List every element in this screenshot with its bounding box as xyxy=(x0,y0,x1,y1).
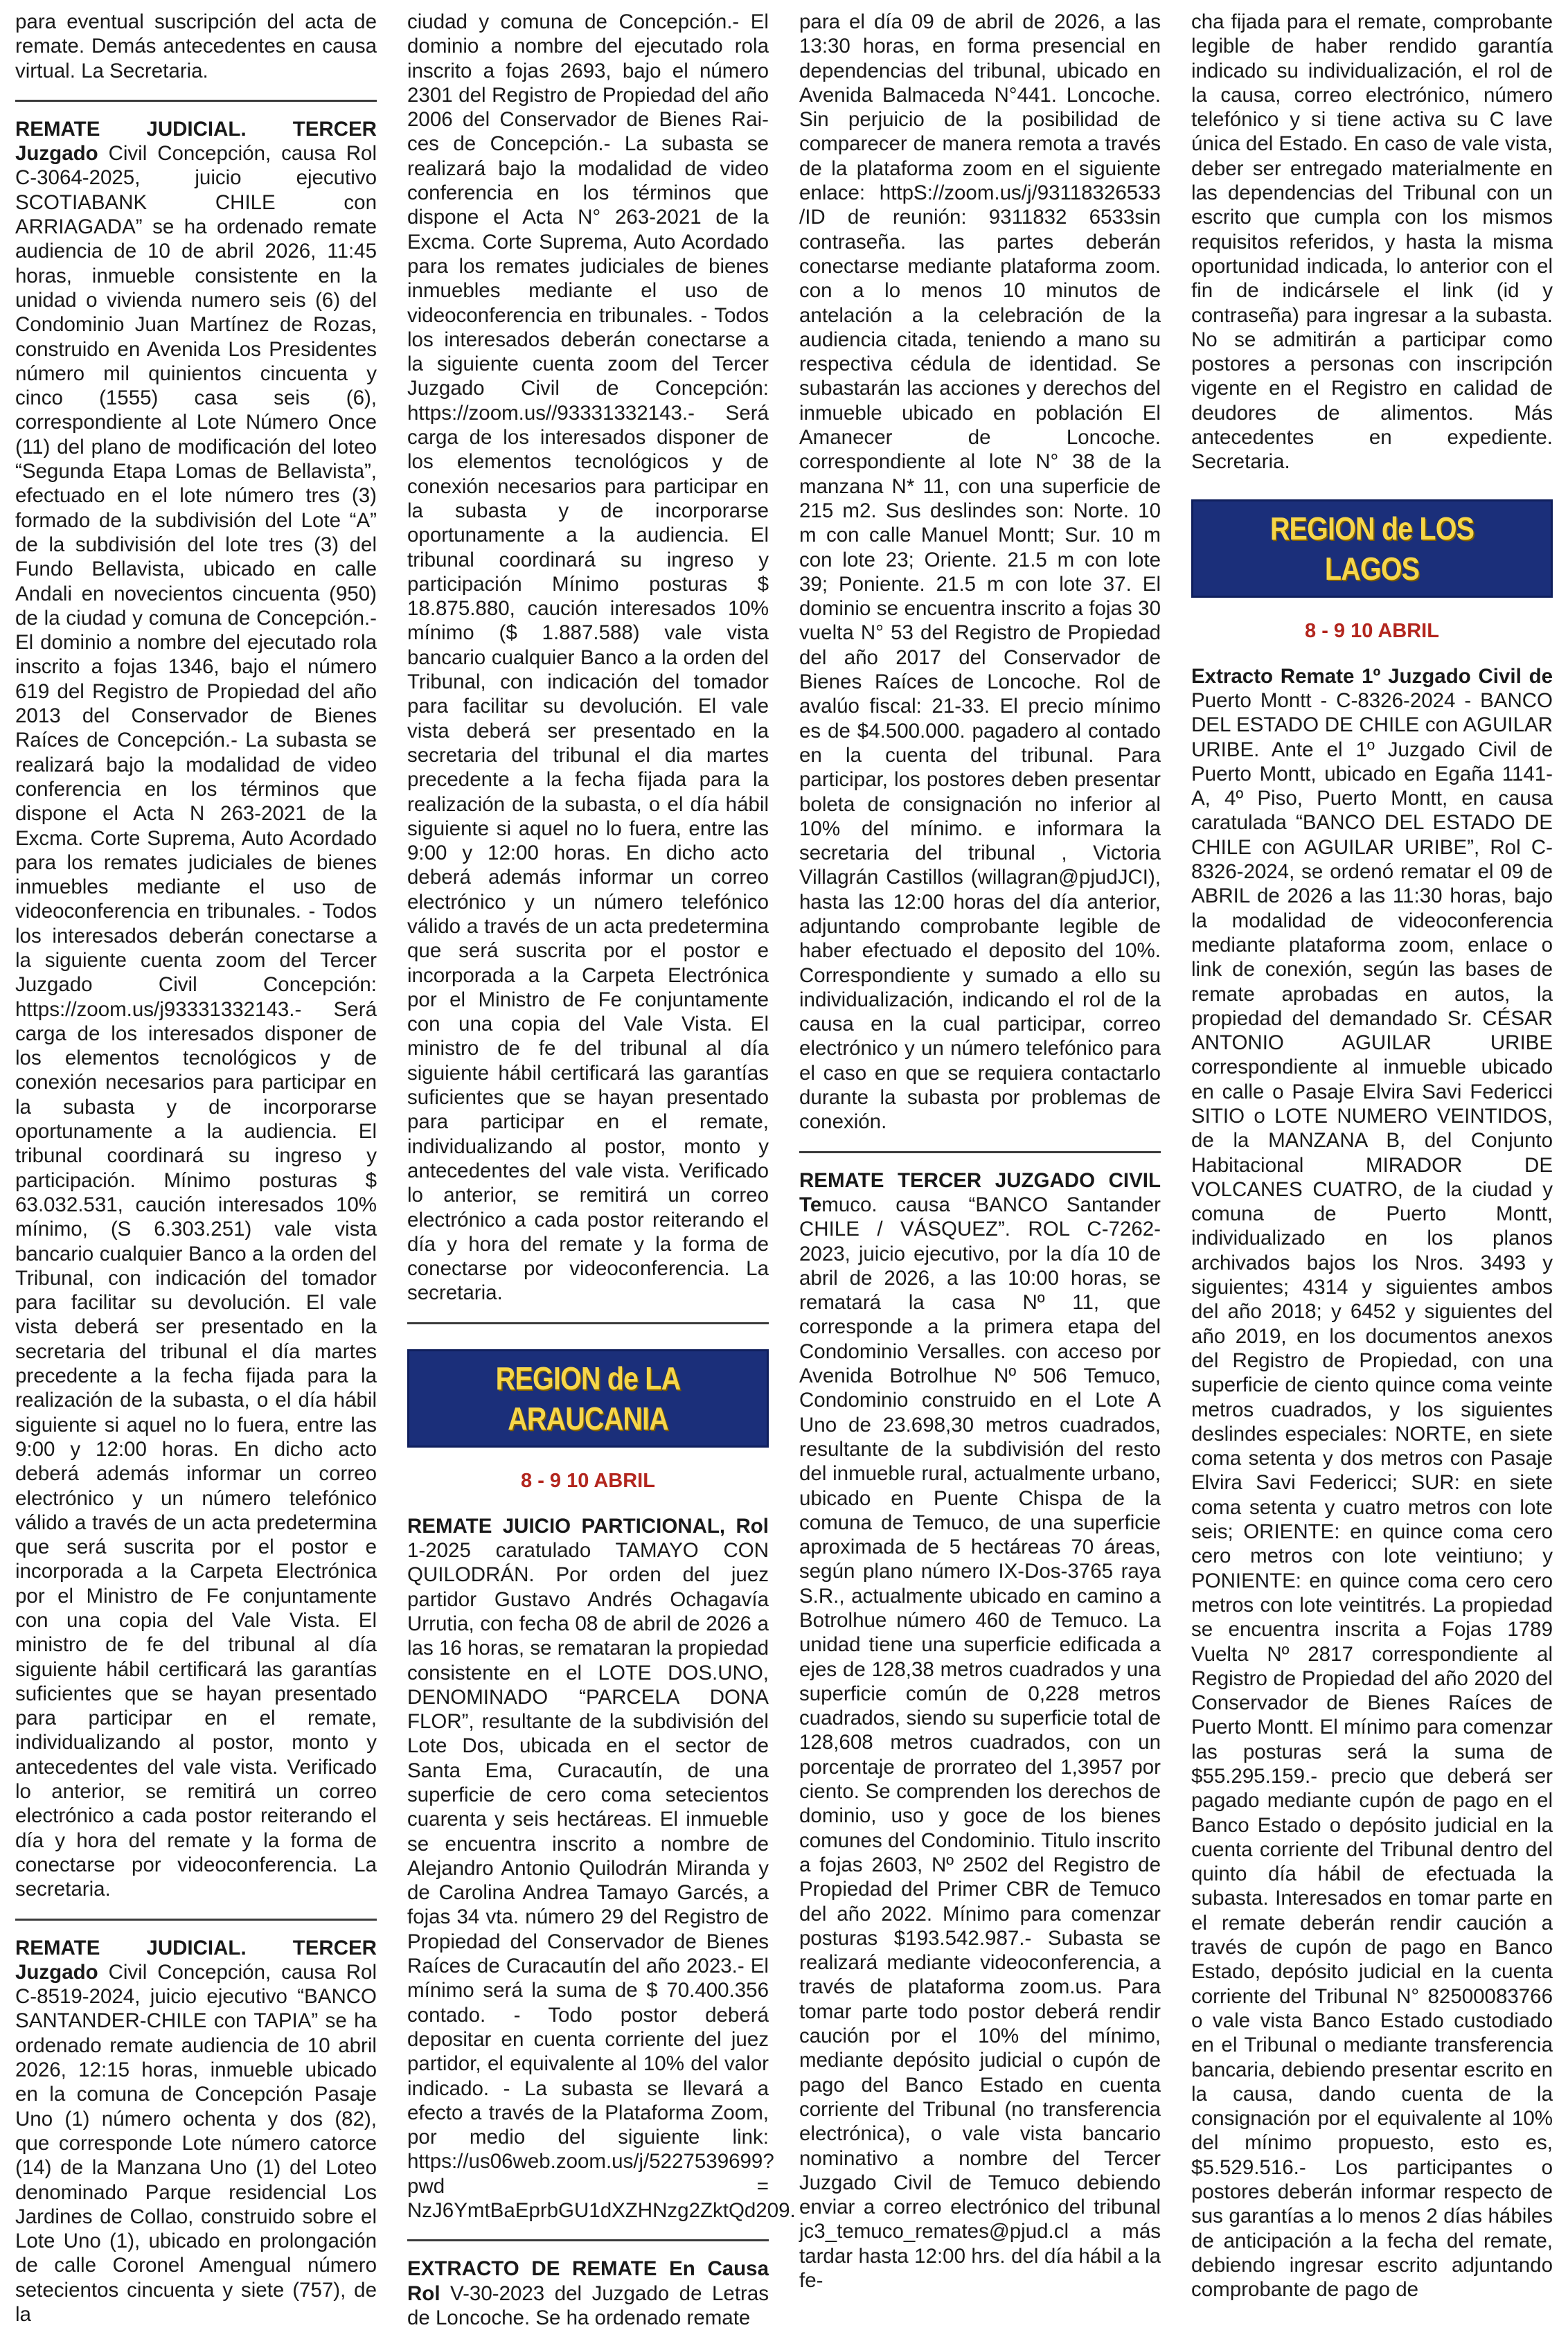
notice-continuation xyxy=(1191,10,1553,474)
column-1 xyxy=(15,10,377,2327)
notice-heading: REMATE JUICIO PARTICIONAL, Rol xyxy=(407,1514,769,1538)
notice-remate-tapia xyxy=(15,1936,377,2327)
notice-heading: Extracto Remate 1º Juzgado Civil de xyxy=(1191,664,1553,688)
separator xyxy=(407,2239,769,2241)
notice-remate-arriagada xyxy=(15,117,377,1902)
region-header-araucania xyxy=(407,1349,769,1448)
publication-dates: 8 - 9 10 ABRIL xyxy=(521,1469,655,1492)
separator xyxy=(15,1919,377,1921)
notice-body: Puerto Montt - C-8326-2024 - BANCO DEL ESTADO DE CHILE con AGUILAR URIBE. Ante el 1º Juzgado Civil de Puerto Montt, ubicado en Egaña 1141-A, 4º Piso, Puerto Montt, en causa caratulada “BANCO DEL ESTADO DE CHILE con AGUILAR URIBE”, Rol C-8326-2024, se ordenó rematar el 09 de ABRIL de 2026 a las 11:30 horas, bajo la modalidad de videoconferencia mediante plataforma zoom, enlace o link de conexión, según las bases de remate aprobadas en autos, la propiedad del demandado Sr. CÉSAR ANTONIO AGUILAR URIBE correspondiente al inmueble ubicado en calle o Pasaje Elvira Savi Federicci SITIO o LOTE NUMERO VEINTIDOS, de la MANZANA B, del Conjunto Habitacional MIRADOR DE VOLCANES CUATRO, de la ciudad y comuna de Puerto Montt, individualizado en los planos archivados bajos los Nros. 3493 y siguientes; 4314 y siguientes ambos del año 2018; y 6452 y siguientes del año 2019, en los documentos anexos del Registro de Propiedad, con una superficie de ciento quince coma veinte metros cuadrados, y los siguientes deslindes especiales: NORTE, en siete coma setenta y dos metros con Pasaje Elvira Savi Federicci; SUR: en siete coma setenta y cuatro metros con lote seis; ORIENTE: en quince coma cero cero metros con lote veintiuno; y PONIENTE: en quince coma cero cero metros con lote veintitrés. La propiedad se encuentra inscrita a Fojas 1789 Vuelta Nº 2817 correspondiente al Registro de Propiedad del año 2020 del Conservador de Bienes Raíces de Puerto Montt. El mínimo para comenzar las posturas será la suma de $55.295.159.- precio que deberá ser pagado mediante cupón de pago en el Banco Estado o depósito judicial en la cuenta corriente del Tribunal dentro del quinto día hábil de efectuada la subasta. Interesados en tomar parte en el remate deberán rendir caución a través de cupón de pago en Banco Estado, depósito judicial en la cuenta corriente del Tribunal N° 82500083766 o vale vista Banco Estado custodiado en el Tribunal o mediante transferencia bancaria, debiendo presentar escrito en la causa, dando cuenta de la consignación por el equivalente al 10% del mínimo propuesto, esto es, $5.529.516.- Los participantes o postores deberán informar respecto de sus garantías a lo menos 2 días hábiles de anticipación a la fecha del remate, debiendo ingresar escrito adjuntando comprobante de pago de xyxy=(1191,688,1553,2302)
notice-continuation xyxy=(407,10,769,1306)
notice-body: ciudad y comuna de Concepción.- El dominio a nombre del ejecutado rola inscrito a fojas 2693, bajo el número 2301 del Registro de Propiedad del año 2006 del Conservador de Bienes Rai-ces de Concepción.- La subasta se realizará bajo la modalidad de video conferencia en los términos que dispone el Acta N° 263-2021 de la Excma. Corte Suprema, Auto Acordado para los remates judiciales de bienes inmuebles mediante el uso de videoconferencia en tribunales. - Todos los interesados deberán conectarse a la siguiente cuenta zoom del Tercer Juzgado Civil de Concepción: https://zoom.us//93331332143.- Será carga de los interesados disponer de los elementos tecnológicos y de conexión necesarios para participar en la subasta y de incorporarse oportunamente a la audiencia. El tribunal coordinará su ingreso y participación Mínimo posturas $ 18.875.880, caución interesados 10% mínimo ($ 1.887.588) vale vista bancario cualquier Banco a la orden del Tribunal, con indicación del tomador para facilitar su devolución. El vale vista deberá ser presentado en la secretaria del tribunal el dia martes precedente a la fecha fijada para la realización de la subasta, o el día hábil siguiente si aquel no lo fuera, entre las 9:00 y 12:00 horas. En dicho acto deberá además informar un correo electrónico y un número telefónico válido a través de un acta predetermina que será suscrita por el postor e incorporada a la Carpeta Electrónica por el Ministro de Fe conjuntamente con una copia del Vale Vista. El ministro de fe del tribunal al día siguiente hábil certificará las garantías suficientes que se hayan presentado para participar en el remate, individualizando al postor, monto y antecedentes del vale vista. Verificado lo anterior, se remitirá un correo electrónico a cada postor reiterando el día y hora del remate y la forma de conectarse por videoconferencia. La secretaria. xyxy=(407,10,769,1305)
notice-remate-temuco xyxy=(799,1168,1161,2293)
column-4 xyxy=(1191,10,1553,2302)
region-title: REGION de LOS LAGOS xyxy=(1269,510,1475,587)
publication-dates: 8 - 9 10 ABRIL xyxy=(1305,619,1439,642)
notice-heading: REMATE JUDICIAL. TERCER Juzgado xyxy=(15,1936,377,1984)
region-title: REGION de LA ARAUCANIA xyxy=(495,1360,681,1437)
notice-continuation xyxy=(799,10,1161,1135)
notice-body: muco. causa “BANCO Santander CHILE / VÁSQUEZ”. ROL C-7262-2023, juicio ejecutivo, por la día 10 de abril de 2026, a las 10:00 horas, se rematará la casa Nº 11, que corresponde a la primera etapa del Condominio Versalles. con acceso por Avenida Botrolhue Nº 506 Temuco, Condominio construido en el Lote A Uno de 23.698,30 metros cuadrados, resultante de la subdivisión del resto del inmueble rural, actualmente urbano, ubicado en Puente Chispa de la comuna de Temuco, de una superficie aproximada de 5 hectáreas 70 áreas, según plano número IX-Dos-3765 raya S.R., actualmente ubicado en camino a Botrolhue número 460 de Temuco. La unidad tiene una superficie edificada a ejes de 128,38 metros cuadrados y una superficie común de 0,228 metros cuadrados, siendo su superficie total de 128,608 metros cuadrados, con un porcentaje de prorrateo del 1,3957 por ciento. Se comprenden los derechos de dominio, uso y goce de los bienes comunes del Condominio. Titulo inscrito a fojas 2603, Nº 2502 del Registro de Propiedad del Primer CBR de Temuco del año 2022. Mínimo para comenzar posturas $193.542.987.- Subasta se realizará mediante videoconferencia, a través de plataforma zoom.us. Para tomar parte todo postor deberá rendir caución por el 10% del mínimo, mediante depósito judicial o cupón de pago del Banco Estado en cuenta corriente del Tribunal (no transferencia electrónica), o vale vista bancario nominativo a nombre del Tercer Juzgado Civil de Temuco debiendo enviar a correo electrónico del tribunal jc3_temuco_remates@pjud.cl a más tardar hasta 12:00 hrs. del día hábil a la fe- xyxy=(799,1193,1161,2293)
notice-body: para eventual suscripción del acta de remate. Demás antecedentes en causa virtual. La Secretaria. xyxy=(15,10,377,82)
notice-extracto-puerto-montt xyxy=(1191,664,1553,2302)
notice-heading: REMATE JUDICIAL. TERCER Juzgado xyxy=(15,117,377,166)
notice-body: V-30-2023 del Juzgado de Letras de Loncoche. Se ha ordenado remate xyxy=(407,2282,769,2329)
notice-body: 1-2025 caratulado TAMAYO CON QUILODRÁN. Por orden del juez partidor Gustavo Andrés Ochagavía Urrutia, con fecha 08 de abril de 2026 a las 16 horas, se remataran la propiedad consistente en el LOTE DOS.UNO, DENOMINADO “PARCELA DONA FLOR”, resultante de la subdivisión del Lote Dos, ubicada en el sector de Santa Ema, Curacautín, de una superficie de cero coma setecientos cuarenta y seis hectáreas. El inmueble se encuentra inscrito a nombre de Alejandro Antonio Quilodrán Miranda y de Carolina Andrea Tamayo Garcés, a fojas 34 vta. número 29 del Registro de Propiedad del Conservador de Bienes Raíces de Curacautín del año 2023.- El mínimo será la suma de $ 70.400.356 contado. - Todo postor deberá depositar en cuenta corriente del juez partidor, el equivalente al 10% del valor indicado. - La subasta se llevará a efecto a través de la Plataforma Zoom, por medio del siguiente link: https://us06web.zoom.us/j/5227539699? pwd = NzJ6YmtBaEprbGU1dXZHNzg2ZktQd209. xyxy=(407,1539,796,2223)
notice-body: para el día 09 de abril de 2026, a las 13:30 horas, en forma presencial en dependencias del tribunal, ubicado en Avenida Balmaceda N°441. Loncoche. Sin perjuicio de la posibilidad de comparecer de manera remota a través de la plataforma zoom en el siguiente enlace: httpS://zoom.us/j/93118326533 /ID de reunión: 9311832 6533sin contraseña. las partes deberán conectarse mediante plataforma zoom. con a lo menos 10 minutos de antelación a la celebración de la audiencia citada, teniendo a mano su respectiva cédula de identidad. Se subastarán las acciones y derechos del inmueble ubicado en población El Amanecer de Loncoche. correspondiente al lote N° 38 de la manzana N* 11, con una superficie de 215 m2. Sus deslindes son: Norte. 10 m con calle Manuel Montt; Sur. 10 m con lote 23; Oriente. 21.5 m con lote 39; Poniente. 21.5 m con lote 37. El dominio se encuentra inscrito a fojas 30 vuelta N° 53 del Registro de Propiedad del año 2017 del Conservador de Bienes Raíces de Loncoche. Rol de avalúo fiscal: 21-33. El precio mínimo es de $4.500.000. pagadero al contado en la cuenta del tribunal. Para participar, los postores deben presentar boleta de consignación no inferior al 10% del mínimo. e informara la secretaria del tribunal , Victoria Villagrán Castillos (willagran@pjudJCI), hasta las 12:00 horas del día anterior, adjuntando comprobante legible de haber efectuado el deposito del 10%. Correspondiente y sumado a ello su individualización, indicando el rol de la causa en la cual participar, correo electrónico y un número telefónico para el caso en que se requiera contactarlo durante la subasta por problemas de conexión. xyxy=(799,10,1161,1134)
separator xyxy=(799,1151,1161,1153)
separator xyxy=(407,1322,769,1324)
column-3 xyxy=(799,10,1161,2293)
region-header-los-lagos xyxy=(1191,499,1553,598)
notice-heading: EXTRACTO DE REMATE En Causa Rol xyxy=(407,2257,769,2305)
notice-body: Civil Concepción, causa Rol C-8519-2024, juicio ejecutivo “BANCO SANTANDER-CHILE con TAPIA” se ha ordenado remate audiencia de 10 abril 2026, 12:15 horas, inmueble ubicado en la comuna de Concepción Pasaje Uno (1) número ochenta y dos (82), que corresponde Lote número catorce (14) de la Manzana Uno (1) del Loteo denominado Parque residencial Los Jardines de Collao, construido sobre el Lote Uno (1), ubicado en prolongación de calle Coronel Amengual número setecientos cincuenta y siete (757), de la xyxy=(15,1960,377,2327)
column-2 xyxy=(407,10,796,2329)
notice-body: Civil Concepción, causa Rol C-3064-2025, juicio ejecutivo SCOTIABANK CHILE con ARRIAGADA” se ha ordenado remate audiencia de 10 de abril 2026, 11:45 horas, inmueble consistente en la unidad o vivienda numero seis (6) del Condominio Juan Martínez de Rozas, construido en Avenida Los Presidentes número mil quinientos cincuenta y cinco (1555) casa seis (6), correspondiente al Lote Número Once (11) del plano de modificación del loteo “Segunda Etapa Lomas de Bellavista”, efectuado en el lote número tres (3) formado de la subdivisión del Lote “A” de la subdivisión del lote tres (3) del Fundo Bellavista, ubicado en calle Andali en novecientos cincuenta (950) de la ciudad y comuna de Concepción.- El dominio a nombre del ejecutado rola inscrito a fojas 1346, bajo el número 619 del Registro de Propiedad del año 2013 del Conservador de Bienes Raíces de Concepción.- La subasta se realizará bajo la modalidad de video conferencia en los términos que dispone el Acta N 263-2021 de la Excma. Corte Suprema, Auto Acordado para los remates judiciales de bienes inmuebles mediante el uso de videoconferencia en tribunales. - Todos los interesados deberán conectarse a la siguiente cuenta zoom del Tercer Juzgado Civil Concepción: https://zoom.us/j93331332143.- Será carga de los interesados disponer de los elementos tecnológicos y de conexión necesarios para participar en la subasta y de incorporarse oportunamente a la audiencia. El tribunal coordinará su ingreso y participación. Mínimo posturas $ 63.032.531, caución interesados 10% mínimo, (S 6.303.251) vale vista bancario cualquier Banco a la orden del Tribunal, con indicación del tomador para facilitar su devolución. El vale vista deberá ser presentado en la secretaria del tribunal el día martes precedente a la fecha fijada para la realización de la subasta, o el día hábil siguiente si aquel no lo fuera, entre las 9:00 y 12:00 horas. En dicho acto deberá además informar un correo electrónico y un número telefónico válido a través de un acta predetermina que será suscrita por el postor e incorporada a la Carpeta Electrónica por el Ministro de Fe conjuntamente con una copia del Vale Vista. El ministro de fe del tribunal al día siguiente hábil certificará las garantías suficientes que se hayan presentado para participar en el remate, individualizando al postor, monto y antecedentes del vale vista. Verificado lo anterior, se remitirá un correo electrónico a cada postor reiterando el día y hora del remate y la forma de conectarse por videoconferencia. La secretaria. xyxy=(15,142,377,1901)
notice-extracto-loncoche xyxy=(407,2257,769,2330)
notice-heading: REMATE TERCER JUZGADO CIVIL Te xyxy=(799,1168,1161,1216)
notice-remate-particional xyxy=(407,1514,796,2223)
separator xyxy=(15,100,377,102)
columns xyxy=(15,10,1553,2329)
notice-body: cha fijada para el remate, comprobante legible de haber rendido garantía indicado su individualización, el rol de la causa, correo electrónico, número telefónico y si tiene activa su C lave única del Estado. En caso de vale vista, deber ser entregado materialmente en las dependencias del Tribunal con un escrito que cumpla con los mismos requisitos referidos, y hasta la misma oportunidad indicada, lo anterior con el fin de indicársele el link (id y contraseña) para ingresar a la subasta. No se admitirán a participar como postores a personas con inscripción vigente en el Registro en calidad de deudores de alimentos. Más antecedentes en expediente. Secretaria. xyxy=(1191,10,1553,474)
notice-continuation xyxy=(15,10,377,83)
